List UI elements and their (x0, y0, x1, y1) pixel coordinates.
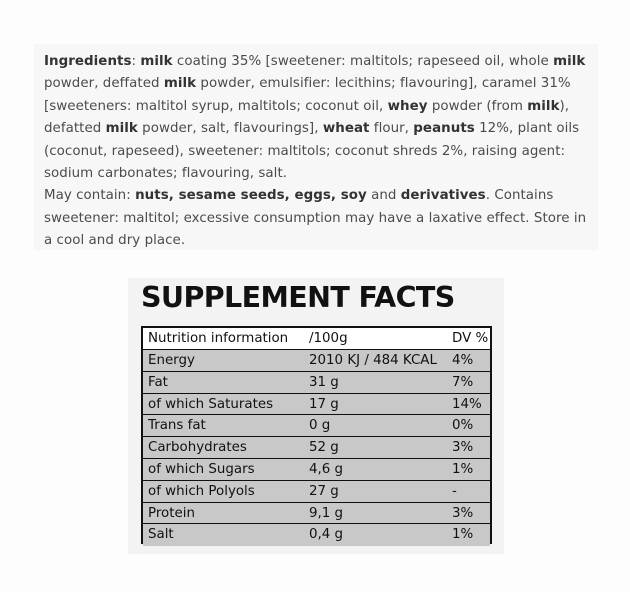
ingredient-text-segment: powder, emulsifier: lecithins; flavouring], caramel 31% [sweeteners: maltitol syrup, maltitols; coconut oil, (44, 76, 571, 114)
ingredient-text-segment: powder, salt, flavourings], (137, 121, 323, 137)
ingredient-highlight: derivatives (400, 188, 486, 204)
nutrient-name: Trans fat (148, 418, 206, 434)
ingredient-text-segment: May contain: (44, 188, 136, 204)
nutrient-amount: 0,4 g (309, 527, 344, 543)
nutrient-amount: 52 g (309, 440, 339, 456)
nutrient-amount: 2010 KJ / 484 KCAL (309, 353, 437, 368)
ingredient-highlight: peanuts (413, 121, 475, 137)
nutrient-name: Fat (148, 374, 168, 390)
ingredient-text-segment: : (131, 54, 141, 69)
table-header-row (143, 328, 490, 350)
ingredient-text-segment: powder (from (427, 98, 528, 114)
ingredient-highlight: wheat (322, 121, 370, 137)
nutrient-amount: 0 g (309, 418, 331, 434)
nutrient-amount: 17 g (309, 396, 339, 412)
ingredient-text-segment: coating 35% [sweetener: maltitols; rapeseed oil, whole (172, 54, 554, 69)
nutrient-dv: 14% (452, 396, 482, 412)
nutrient-name: of which Sugars (148, 462, 255, 477)
ingredient-highlight: milk (527, 98, 560, 114)
header-dv-percent: DV % (452, 331, 489, 346)
nutrient-amount: 27 g (309, 483, 339, 499)
ingredient-text-segment: and (366, 188, 401, 204)
nutrient-dv: 7% (452, 374, 474, 390)
nutrient-dv: - (452, 483, 457, 499)
ingredient-highlight: milk (105, 121, 138, 137)
table-row (143, 415, 490, 437)
header-nutrition-information: Nutrition information (148, 331, 289, 346)
nutrient-dv: 3% (452, 440, 474, 456)
nutrient-dv: 0% (452, 418, 474, 434)
ingredient-highlight: milk (553, 54, 586, 69)
nutrient-dv: 4% (452, 353, 474, 368)
nutrient-amount: 4,6 g (309, 462, 344, 477)
nutrient-name: Carbohydrates (148, 440, 247, 456)
nutrient-amount: 31 g (309, 374, 339, 390)
nutrient-name: Protein (148, 505, 195, 521)
ingredient-highlight: milk (163, 76, 197, 92)
nutrient-amount: 9,1 g (309, 505, 344, 521)
ingredient-text-segment: 12%, plant oils (coconut, rapeseed), sweetener: maltitols; coconut shreds 2%, raising agent: sodium carbonates; flavouring, salt. (44, 121, 580, 182)
supplement-facts-title: SUPPLEMENT FACTS (141, 281, 455, 314)
ingredient-text-segment: . Contains sweetener: maltitol; excessive consumption may have a laxative effect. Store in a cool and dry place. (44, 188, 587, 249)
ingredient-highlight: whey (387, 98, 428, 114)
header-per-100g: /100g (309, 331, 348, 346)
ingredients-text (44, 51, 596, 253)
nutrient-name: of which Polyols (148, 483, 255, 499)
nutrient-name: of which Saturates (148, 396, 274, 412)
table-row (143, 394, 490, 416)
nutrient-name: Energy (148, 353, 195, 368)
ingredient-highlight: Ingredients (44, 54, 132, 69)
table-row (143, 524, 490, 546)
table-row (143, 459, 490, 481)
nutrient-name: Salt (148, 527, 174, 543)
table-row (143, 481, 490, 503)
ingredient-text-segment: ), defatted (44, 98, 570, 137)
nutrition-table (141, 326, 492, 544)
nutrient-dv: 1% (452, 462, 474, 477)
table-row (143, 350, 490, 372)
table-row (143, 503, 490, 525)
ingredient-text-segment: flour, (369, 121, 414, 137)
ingredient-highlight: milk (140, 54, 173, 69)
nutrient-dv: 1% (452, 527, 474, 543)
nutrient-dv: 3% (452, 505, 474, 521)
table-row (143, 437, 490, 459)
ingredient-highlight: nuts, sesame seeds, eggs, soy (135, 188, 367, 204)
table-row (143, 372, 490, 394)
ingredient-text-segment: powder, deffated (44, 76, 164, 92)
